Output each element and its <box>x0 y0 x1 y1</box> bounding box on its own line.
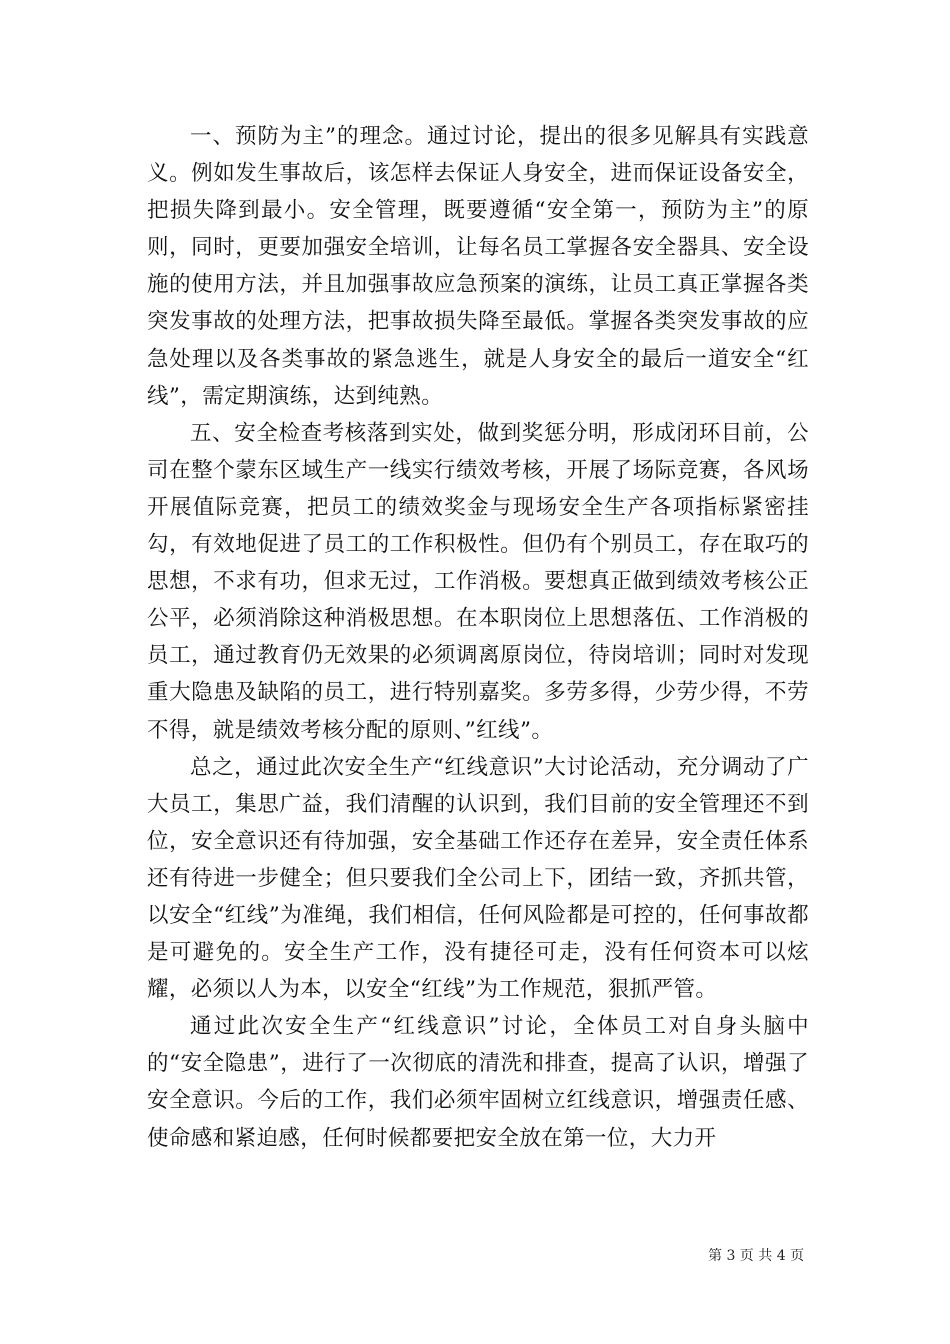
paragraph-conclusion: 通过此次安全生产“红线意识”讨论，全体员工对自身头脑中的“安全隐患”，进行了一次彻底的清洗和排查，提高了认识，增强了安全意识。今后的工作，我们必须牢固树立红线意识，增强责任感、使命感和紧迫感，任何时候都要把安全放在第一位，大力开 <box>147 1014 809 1151</box>
paragraph-summary: 总之，通过此次安全生产“红线意识”大讨论活动，充分调动了广大员工，集思广益，我们清醒的认识到，我们目前的安全管理还不到位，安全意识还有待加强，安全基础工作还存在差异，安全责任体系还有待进一步健全；但只要我们全公司上下，团结一致，齐抓共管，以安全“红线”为准绳，我们相信，任何风险都是可控的，任何事故都是可避免的。安全生产工作，没有捷径可走，没有任何资本可以炫耀，必须以人为本，以安全“红线”为工作规范，狠抓严管。 <box>147 754 809 1003</box>
paragraph-inspection-assessment: 五、安全检查考核落到实处，做到奖惩分明，形成闭环目前，公司在整个蒙东区域生产一线实行绩效考核，开展了场际竞赛，各风场开展值际竞赛，把员工的绩效奖金与现场安全生产各项指标紧密挂勾，有效地促进了员工的工作积极性。但仍有个别员工，存在取巧的思想，不求有功，但求无过，工作消极。要想真正做到绩效考核公正公平，必须消除这种消极思想。在本职岗位上思想落伍、工作消极的员工，通过教育仍无效果的必须调离原岗位，待岗培训；同时对发现重大隐患及缺陷的员工，进行特别嘉奖。多劳多得，少劳少得，不劳不得，就是绩效考核分配的原则、”红线”。 <box>147 420 809 743</box>
page-number: 第 3 页 共 4 页 <box>708 1248 805 1264</box>
paragraph-prevention: 一、预防为主”的理念。通过讨论，提出的很多见解具有实践意义。例如发生事故后，该怎样去保证人身安全，进而保证设备安全，把损失降到最小。安全管理，既要遵循“安全第一，预防为主”的原则，同时，更要加强安全培训，让每名员工掌握各安全器具、安全设施的使用方法，并且加强事故应急预案的演练，让员工真正掌握各类突发事故的处理方法，把事故损失降至最低。掌握各类突发事故的应急处理以及各类事故的紧急逃生，就是人身安全的最后一道安全“红线”，需定期演练，达到纯熟。 <box>147 124 809 409</box>
document-body <box>147 118 809 1157</box>
